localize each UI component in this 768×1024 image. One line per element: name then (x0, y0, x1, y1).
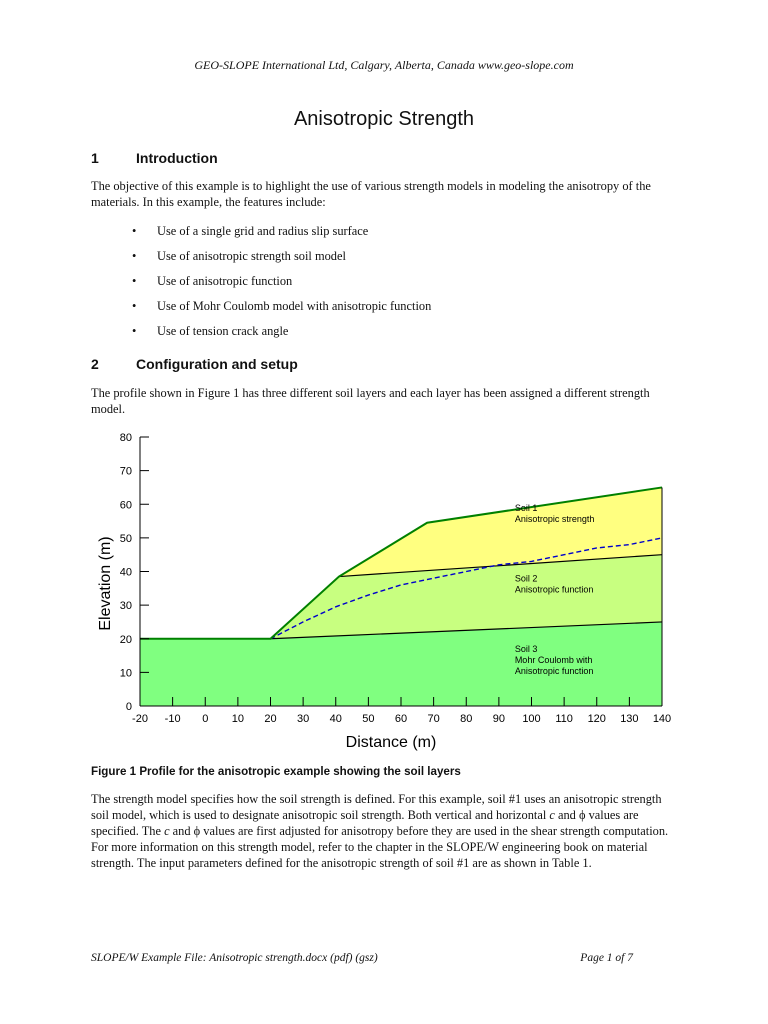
y-axis-title: Elevation (m) (97, 536, 114, 631)
setup-paragraph: The profile shown in Figure 1 has three different soil layers and each layer has been assigned a different strength model. (91, 386, 650, 416)
x-tick-label: -20 (132, 713, 148, 725)
y-tick-label: 30 (119, 600, 132, 613)
list-item: • Use of Mohr Coulomb model with anisotropic function (132, 298, 431, 323)
page-header: GEO-SLOPE International Ltd, Calgary, Alberta, Canada www.geo-slope.com (194, 58, 574, 72)
y-tick-label: 50 (119, 532, 132, 545)
soil-label: Anisotropic function (514, 584, 594, 595)
x-tick-label: 50 (362, 713, 375, 725)
section-number: 1 (91, 150, 99, 166)
x-tick-label: 40 (329, 713, 342, 725)
y-tick-label: 40 (119, 566, 132, 579)
x-tick-label: 90 (492, 713, 505, 725)
list-item: • Use of anisotropic strength soil model (132, 248, 431, 273)
section-title: Configuration and setup (136, 356, 298, 372)
x-tick-label: -10 (164, 713, 181, 725)
section-number: 2 (91, 356, 99, 372)
section-heading-introduction (91, 150, 218, 166)
y-tick-label: 20 (119, 633, 132, 646)
x-tick-label: 110 (555, 713, 573, 725)
footer-page-number: Page 1 of 7 (580, 952, 633, 964)
y-tick-label: 70 (119, 465, 132, 478)
x-tick-label: 130 (620, 713, 639, 725)
x-tick-label: 70 (427, 713, 440, 725)
strength-paragraph: The strength model specifies how the soil strength is defined. For this example, soil #1 uses an anisotropic strength soil model, which is used to designate anisotropic soil strength. Both vertical and horizontal c and ϕ values are specified. The c and ϕ values are first adjusted for anisotropy before they are used in the shear strength computation. For more information on this strength model, refer to the chapter in the SLOPE/W engineering book on material strength. The input parameters defined for the anisotropic strength of soil #1 are as shown in Table 1. (91, 792, 669, 870)
x-tick-label: 60 (394, 713, 408, 725)
x-tick-label: 80 (460, 713, 473, 725)
feature-list (132, 223, 431, 348)
x-tick-label: 0 (202, 713, 209, 725)
y-tick-label: 10 (119, 667, 132, 680)
y-tick-label: 80 (119, 432, 132, 444)
section-title: Introduction (136, 150, 218, 166)
soil-label: Mohr Coulomb with (514, 655, 593, 666)
soil-label: Anisotropic strength (514, 513, 595, 524)
soil-label: Soil 2 (514, 573, 538, 584)
y-tick-label: 60 (119, 499, 132, 512)
profile-chart (90, 425, 690, 760)
x-tick-label: 10 (231, 713, 244, 725)
footer-file-info: SLOPE/W Example File: Anisotropic strength.docx (pdf) (gsz) (91, 952, 378, 964)
intro-paragraph: The objective of this example is to highlight the use of various strength models in modeling the anisotropy of the materials. In this example, the features include: (91, 179, 651, 209)
x-tick-label: 100 (522, 713, 541, 725)
list-item: • Use of tension crack angle (132, 323, 431, 348)
list-item: • Use of a single grid and radius slip surface (132, 223, 431, 248)
soil-label: Soil 3 (514, 644, 538, 655)
x-tick-label: 30 (297, 713, 310, 725)
x-tick-label: 20 (264, 713, 277, 725)
x-axis-title: Distance (m) (345, 734, 437, 751)
section-heading-configuration (91, 356, 298, 372)
soil-label: Anisotropic function (514, 666, 594, 677)
figure-caption: Figure 1 Profile for the anisotropic example showing the soil layers (91, 765, 461, 778)
soil-label: Soil 1 (514, 502, 538, 513)
list-item: • Use of anisotropic function (132, 273, 431, 298)
y-tick-label: 0 (125, 701, 132, 713)
page-title: Anisotropic Strength (293, 108, 475, 130)
x-tick-label: 120 (587, 713, 606, 725)
x-tick-label: 140 (652, 713, 672, 725)
